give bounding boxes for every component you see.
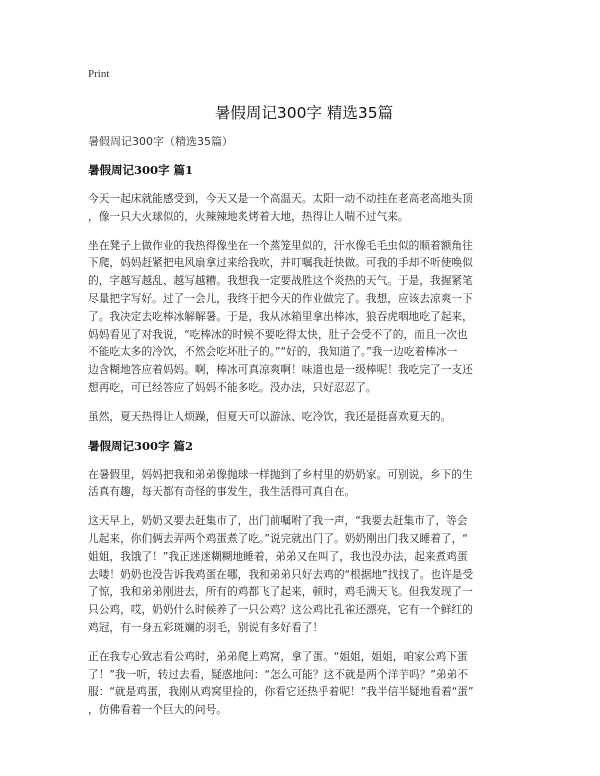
text-line: 边含糊地答应着妈妈。啊，棒冰可真凉爽啊！味道也是一级棒呢！我吃完了一支还 bbox=[88, 363, 473, 377]
section-heading-2: 暑假周记300字 篇2 bbox=[88, 438, 194, 453]
paragraph bbox=[88, 648, 520, 719]
text-line: 不能吃太多的冷饮，不然会吃坏肚子的。”“好的，我知道了。”我一边吃着棒冰一 bbox=[88, 345, 458, 359]
text-line: 今天一起床就能感受到，今天又是一个高温天。太阳一动不动挂在老高老高地头顶 bbox=[88, 192, 473, 205]
paragraph bbox=[88, 512, 520, 637]
paragraph bbox=[88, 466, 520, 502]
page-title: 暑假周记300字 精选35篇 bbox=[214, 104, 394, 122]
section-heading-1: 暑假周记300字 篇1 bbox=[88, 163, 194, 177]
text-line: 去喽！奶奶也没告诉我鸡蛋在哪，我和弟弟只好去鸡的“根据地”找找了。也许是受 bbox=[88, 567, 474, 581]
text-line: 服：“就是鸡蛋，我刚从鸡窝里捡的，你看它还热乎着呢！”我半信半疑地看着“蛋” bbox=[88, 685, 474, 699]
text-line: 这天早上，奶奶又要去赶集市了，出门前嘱咐了我一声，“我要去赶集市了，等会 bbox=[88, 514, 468, 528]
text-line: 在暑假里，妈妈把我和弟弟像抛球一样抛到了乡村里的奶奶家。可别说，乡下的生 bbox=[88, 467, 473, 481]
text-line: 只公鸡，哎，奶奶什么时候养了一只公鸡？这公鸡比孔雀还漂亮，它有一个鲜红的 bbox=[88, 603, 473, 617]
subtitle: 暑假周记300字（精选35篇） bbox=[88, 135, 233, 148]
paragraph bbox=[88, 190, 520, 226]
text-line: ，像一只大火球似的，火辣辣地炙烤着大地，热得让人喘不过气来。 bbox=[88, 209, 409, 223]
text-line: 姐姐，我饿了！”我正迷迷糊糊地睡着，弟弟又在叫了，我也没办法，起来煮鸡蛋 bbox=[88, 549, 468, 563]
text-line: 了。我决定去吃棒冰解解暑。于是，我从冰箱里拿出棒冰，狼吞虎咽地吃了起来， bbox=[88, 309, 473, 323]
paragraph bbox=[88, 237, 520, 397]
text-line: 儿起来，你们俩去弄两个鸡蛋煮了吃。”说完就出门了。奶奶刚出门我又睡着了，“ bbox=[88, 531, 468, 545]
text-line: 虽然，夏天热得让人烦躁，但夏天可以游泳、吃冷饮，我还是挺喜欢夏天的。 bbox=[88, 409, 452, 423]
text-line: 尽量把字写好。过了一会儿，我终于把今天的作业做完了。我想，应该去凉爽一下 bbox=[88, 291, 473, 305]
text-line: 妈妈看见了对我说，“吃棒冰的时候不要吃得太快，肚子会受不了的，而且一次也 bbox=[88, 327, 468, 341]
print-link[interactable]: Print bbox=[88, 68, 110, 80]
text-line: 的，字越写越乱、越写越糟。我想我一定要战胜这个炎热的天气。于是，我握紧笔 bbox=[88, 274, 473, 288]
text-line: 鸡冠，有一身五彩斑斓的羽毛，别说有多好看了！ bbox=[88, 620, 324, 634]
paragraph bbox=[88, 408, 520, 426]
document-page bbox=[88, 66, 520, 719]
text-line: 想再吃，可已经答应了妈妈不能多吃。没办法，只好忍忍了。 bbox=[88, 380, 377, 394]
text-line: 活真有趣，每天都有奇怪的事发生，我生活得可真自在。 bbox=[88, 485, 356, 499]
text-line: 了惊，我和弟弟刚进去，所有的鸡都飞了起来，顿时，鸡毛满天飞。但我发现了一 bbox=[88, 585, 473, 599]
text-line: 正在我专心致志看公鸡时，弟弟爬上鸡窝，拿了蛋。“姐姐，姐姐，咱家公鸡下蛋 bbox=[88, 649, 468, 663]
text-line: 了！”我一听，转过去看，疑惑地问：“怎么可能？这不就是两个洋芋吗？”弟弟不 bbox=[88, 667, 468, 681]
text-line: ，仿佛看着一个巨大的问号。 bbox=[88, 703, 227, 717]
text-line: 下爬，妈妈赶紧把电风扇拿过来给我吹，并叮嘱我赶快做。可我的手却不听使唤似 bbox=[88, 256, 473, 270]
text-line: 坐在凳子上做作业的我热得像坐在一个蒸笼里似的，汗水像毛毛虫似的顺着额角往 bbox=[88, 238, 473, 252]
